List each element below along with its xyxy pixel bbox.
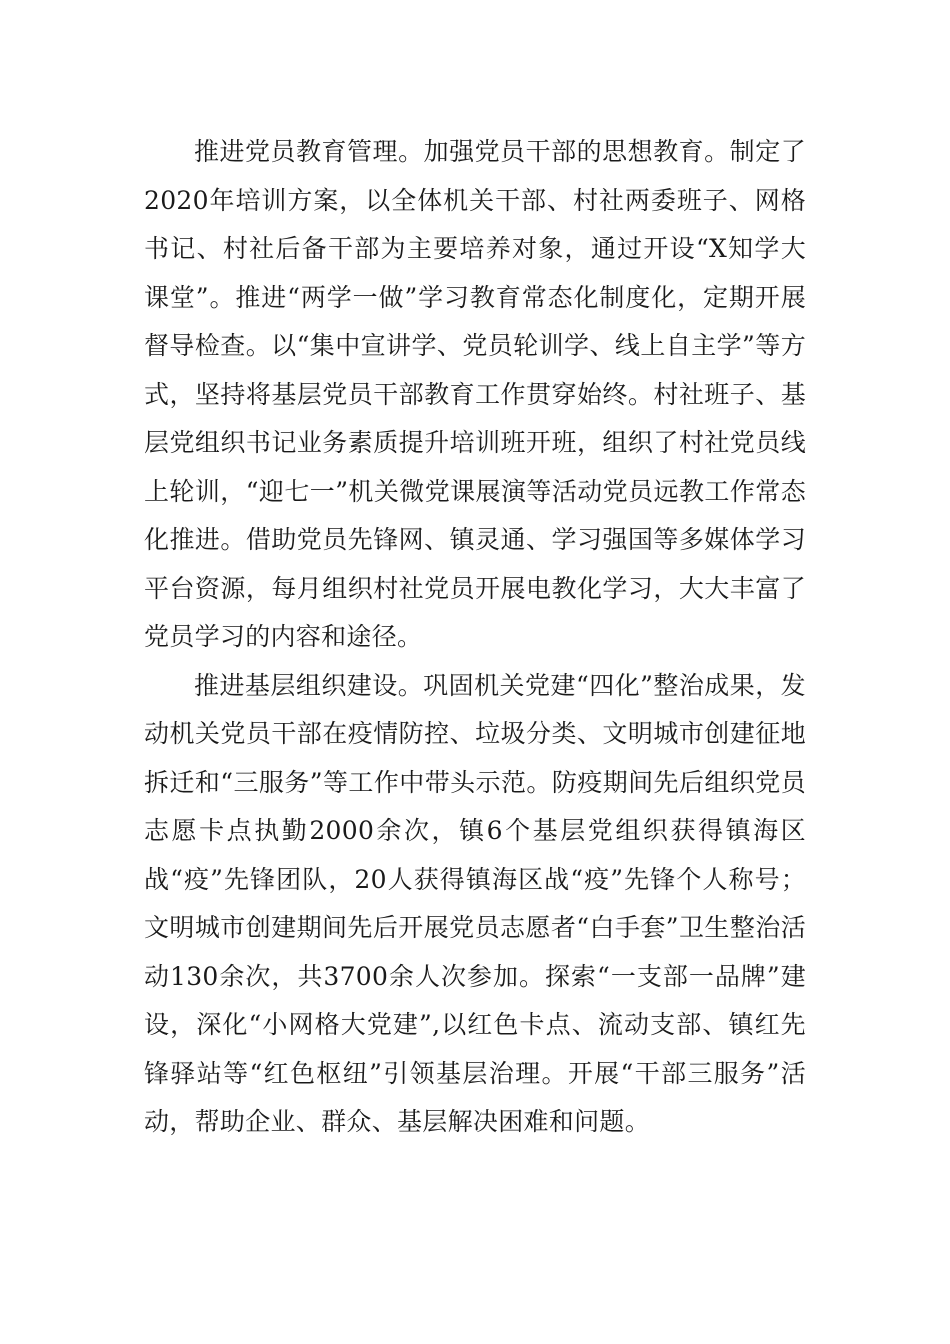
paragraph-party-education: 推进党员教育管理。加强党员干部的思想教育。制定了2020年培训方案，以全体机关干部、村社两委班子、网格书记、村社后备干部为主要培养对象，通过开设“X知学大课堂”。推进“两学一做”学习教育常态化制度化，定期开展督导检查。以“集中宣讲学、党员轮训学、线上自主学”等方式，坚持将基层党员干部教育工作贯穿始终。村社班子、基层党组织书记业务素质提升培训班开班，组织了村社党员线上轮训，“迎七一”机关微党课展演等活动党员远教工作常态化推进。借助党员先锋网、镇灵通、学习强国等多媒体学习平台资源，每月组织村社党员开展电教化学习，大大丰富了党员学习的内容和途径。 — [144, 137, 806, 651]
document-body — [144, 128, 806, 1147]
paragraph-grassroots-organization: 推进基层组织建设。巩固机关党建“四化”整治成果，发动机关党员干部在疫情防控、垃圾分类、文明城市创建征地拆迁和“三服务”等工作中带头示范。防疫期间先后组织党员志愿卡点执勤2000余次，镇6个基层党组织获得镇海区战“疫”先锋团队，20人获得镇海区战“疫”先锋个人称号；文明城市创建期间先后开展党员志愿者“白手套”卫生整治活动130余次，共3700余人次参加。探索“一支部一品牌”建设，深化“小网格大党建”,以红色卡点、流动支部、镇红先锋驿站等“红色枢纽”引领基层治理。开展“干部三服务”活动，帮助企业、群众、基层解决困难和问题。 — [144, 670, 806, 1136]
